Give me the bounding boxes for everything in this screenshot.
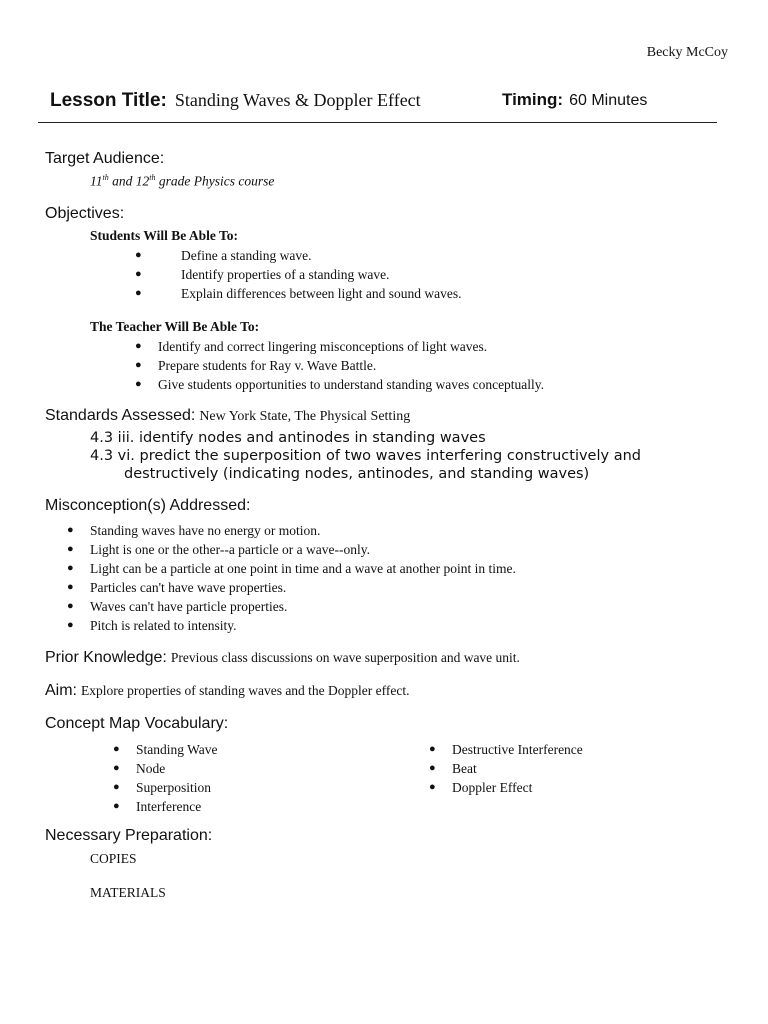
objectives-heading: Objectives: — [45, 205, 125, 222]
teacher-heading: The Teacher Will Be Able To: — [90, 319, 260, 334]
list-item: ● Explain differences between light and sound waves. — [135, 286, 462, 301]
list-item: ● Pitch is related to intensity. — [67, 618, 237, 633]
teacher-objectives-list — [135, 337, 655, 394]
grade-a: 11 — [90, 173, 103, 189]
list-item: ● Prepare students for Ray v. Wave Battle. — [135, 358, 377, 373]
standard-item-2-line1: 4.3 vi. predict the superposition of two waves interfering constructively and — [90, 448, 641, 464]
standard-item-1: 4.3 iii. identify nodes and antinodes in standing waves — [90, 430, 486, 446]
list-item: ● Standing Wave — [113, 742, 218, 757]
list-item: ● Waves can't have particle properties. — [67, 599, 288, 614]
bullet-icon: ● — [135, 287, 142, 299]
standards-source: New York State, The Physical Setting — [199, 409, 411, 424]
bullet-icon: ● — [429, 743, 436, 755]
list-item: ● Define a standing wave. — [135, 248, 312, 263]
list-item: ● Doppler Effect — [429, 780, 533, 795]
aim-heading: Aim: — [45, 682, 77, 699]
course-name: grade Physics course — [155, 173, 275, 189]
list-item: ● Node — [113, 761, 166, 776]
list-item: ● Light is one or the other--a particle or a wave--only. — [67, 542, 370, 557]
grade-a-suffix: th — [102, 173, 109, 182]
bullet-icon: ● — [429, 762, 436, 774]
lesson-title-label: Lesson Title: — [50, 90, 167, 111]
bullet-icon: ● — [429, 781, 436, 793]
title-divider — [38, 122, 717, 123]
grade-b: and 12 — [108, 173, 150, 189]
misconceptions-list — [67, 521, 627, 635]
timing-value: 60 Minutes — [569, 92, 648, 109]
vocabulary-right-list — [429, 740, 709, 797]
aim-text: Explore properties of standing waves and the Doppler effect. — [81, 683, 410, 698]
misconceptions-heading: Misconception(s) Addressed: — [45, 497, 251, 514]
grade-b-suffix: th — [149, 173, 156, 182]
bullet-icon: ● — [67, 524, 74, 536]
list-item: ● Interference — [113, 799, 202, 814]
bullet-icon: ● — [113, 781, 120, 793]
standards-row — [45, 407, 410, 425]
list-item: ● Identify properties of a standing wave. — [135, 267, 390, 282]
list-item: ● Beat — [429, 761, 477, 776]
target-audience-heading: Target Audience: — [45, 150, 165, 167]
bullet-icon: ● — [135, 340, 142, 352]
list-item: ● Standing waves have no energy or motion. — [67, 523, 321, 538]
materials-label: MATERIALS — [90, 885, 166, 900]
students-heading: Students Will Be Able To: — [90, 228, 239, 243]
bullet-icon: ● — [67, 600, 74, 612]
vocabulary-left-list — [113, 740, 393, 816]
bullet-icon: ● — [113, 800, 120, 812]
bullet-icon: ● — [135, 268, 142, 280]
title-row — [50, 90, 730, 116]
copies-label: COPIES — [90, 851, 137, 866]
bullet-icon: ● — [67, 619, 74, 631]
bullet-icon: ● — [67, 581, 74, 593]
prior-knowledge-heading: Prior Knowledge: — [45, 649, 167, 666]
timing-label: Timing: — [502, 90, 564, 109]
prior-knowledge-row — [45, 649, 520, 667]
aim-row — [45, 682, 410, 700]
list-item: ● Superposition — [113, 780, 212, 795]
bullet-icon: ● — [135, 378, 142, 390]
standards-heading: Standards Assessed: — [45, 407, 196, 424]
standard-item-2-line2: destructively (indicating nodes, antinodes, and standing waves) — [124, 466, 590, 482]
prior-knowledge-text: Previous class discussions on wave superposition and wave unit. — [170, 650, 520, 665]
author-name: Becky McCoy — [646, 45, 728, 60]
bullet-icon: ● — [135, 359, 142, 371]
bullet-icon: ● — [67, 543, 74, 555]
list-item: ● Identify and correct lingering misconceptions of light waves. — [135, 339, 488, 354]
list-item: ● Give students opportunities to understand standing waves conceptually. — [135, 377, 545, 392]
students-objectives-list — [135, 246, 635, 303]
bullet-icon: ● — [113, 743, 120, 755]
list-item: ● Particles can't have wave properties. — [67, 580, 287, 595]
bullet-icon: ● — [67, 562, 74, 574]
target-audience-text — [90, 173, 274, 190]
lesson-title: Standing Waves & Doppler Effect — [174, 90, 421, 110]
preparation-heading: Necessary Preparation: — [45, 827, 213, 844]
list-item: ● Destructive Interference — [429, 742, 583, 757]
timing — [502, 90, 647, 110]
list-item: ● Light can be a particle at one point in time and a wave at another point in time. — [67, 561, 516, 576]
bullet-icon: ● — [135, 249, 142, 261]
vocabulary-heading: Concept Map Vocabulary: — [45, 715, 229, 732]
bullet-icon: ● — [113, 762, 120, 774]
